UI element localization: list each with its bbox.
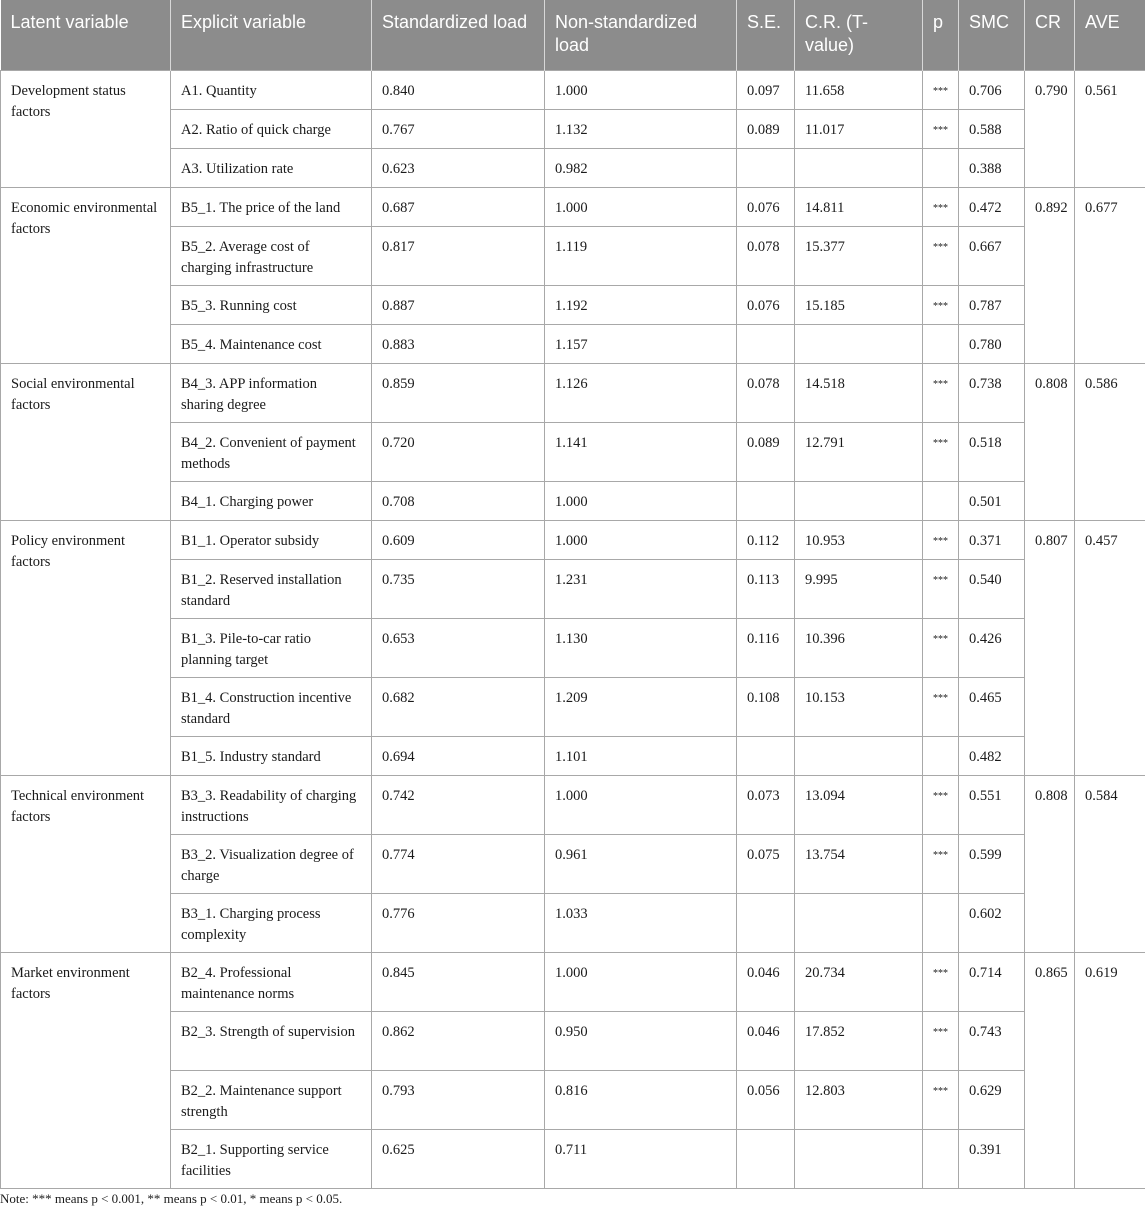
standardized-load-cell: 0.687 <box>372 187 545 226</box>
se-cell <box>737 148 795 187</box>
smc-cell: 0.599 <box>959 834 1025 893</box>
se-cell: 0.089 <box>737 109 795 148</box>
se-cell: 0.046 <box>737 1011 795 1070</box>
se-cell: 0.056 <box>737 1070 795 1129</box>
table-row <box>1 481 1145 520</box>
explicit-variable-cell: B1_2. Reserved installation standard <box>171 559 372 618</box>
non-standardized-load-cell: 1.000 <box>545 775 737 834</box>
table-row <box>1 148 1145 187</box>
explicit-variable-cell: B1_4. Construction incentive standard <box>171 677 372 736</box>
ave-cell: 0.677 <box>1075 187 1145 363</box>
p-value-cell: *** <box>923 109 959 148</box>
table-row <box>1 618 1145 677</box>
se-cell: 0.078 <box>737 363 795 422</box>
se-cell: 0.073 <box>737 775 795 834</box>
non-standardized-load-cell: 0.982 <box>545 148 737 187</box>
non-standardized-load-cell: 1.000 <box>545 520 737 559</box>
p-value-cell <box>923 481 959 520</box>
cr-cell: 0.790 <box>1025 70 1075 187</box>
smc-cell: 0.472 <box>959 187 1025 226</box>
table-row <box>1 952 1145 1011</box>
cr-t-value-cell: 10.153 <box>795 677 923 736</box>
smc-cell: 0.738 <box>959 363 1025 422</box>
cr-t-value-cell: 12.803 <box>795 1070 923 1129</box>
smc-cell: 0.588 <box>959 109 1025 148</box>
p-value-cell: *** <box>923 285 959 324</box>
se-cell: 0.076 <box>737 285 795 324</box>
explicit-variable-cell: B1_3. Pile-to-car ratio planning target <box>171 618 372 677</box>
explicit-variable-cell: B4_3. APP information sharing degree <box>171 363 372 422</box>
explicit-variable-cell: B5_2. Average cost of charging infrastructure <box>171 226 372 285</box>
cr-t-value-cell: 20.734 <box>795 952 923 1011</box>
table-footnote: Note: *** means p < 0.001, ** means p < 0.01, * means p < 0.05. <box>0 1191 343 1206</box>
non-standardized-load-cell: 1.141 <box>545 422 737 481</box>
standardized-load-cell: 0.776 <box>372 893 545 952</box>
non-standardized-load-cell: 0.950 <box>545 1011 737 1070</box>
non-standardized-load-cell: 1.130 <box>545 618 737 677</box>
ave-cell: 0.457 <box>1075 520 1145 775</box>
explicit-variable-cell: B1_1. Operator subsidy <box>171 520 372 559</box>
standardized-load-cell: 0.767 <box>372 109 545 148</box>
p-value-cell <box>923 1129 959 1188</box>
non-standardized-load-cell: 0.816 <box>545 1070 737 1129</box>
table-row <box>1 677 1145 736</box>
p-value-cell: *** <box>923 1070 959 1129</box>
header-se: S.E. <box>737 0 795 70</box>
header-smc: SMC <box>959 0 1025 70</box>
explicit-variable-cell: B4_2. Convenient of payment methods <box>171 422 372 481</box>
non-standardized-load-cell: 1.192 <box>545 285 737 324</box>
table-row <box>1 422 1145 481</box>
explicit-variable-cell: B3_2. Visualization degree of charge <box>171 834 372 893</box>
table-row <box>1 1011 1145 1070</box>
cr-t-value-cell: 11.017 <box>795 109 923 148</box>
standardized-load-cell: 0.859 <box>372 363 545 422</box>
header-standardized-load: Standardized load <box>372 0 545 70</box>
explicit-variable-cell: B5_4. Maintenance cost <box>171 324 372 363</box>
se-cell: 0.112 <box>737 520 795 559</box>
explicit-variable-cell: B5_1. The price of the land <box>171 187 372 226</box>
non-standardized-load-cell: 0.961 <box>545 834 737 893</box>
ave-cell: 0.619 <box>1075 952 1145 1188</box>
table-row <box>1 324 1145 363</box>
se-cell: 0.078 <box>737 226 795 285</box>
explicit-variable-cell: A2. Ratio of quick charge <box>171 109 372 148</box>
smc-cell: 0.780 <box>959 324 1025 363</box>
table-row <box>1 1129 1145 1188</box>
se-cell: 0.097 <box>737 70 795 109</box>
standardized-load-cell: 0.742 <box>372 775 545 834</box>
p-value-cell <box>923 148 959 187</box>
explicit-variable-cell: B3_1. Charging process complexity <box>171 893 372 952</box>
se-cell: 0.076 <box>737 187 795 226</box>
p-value-cell: *** <box>923 618 959 677</box>
p-value-cell: *** <box>923 1011 959 1070</box>
smc-cell: 0.667 <box>959 226 1025 285</box>
header-row <box>1 0 1145 70</box>
explicit-variable-cell: B2_1. Supporting service facilities <box>171 1129 372 1188</box>
se-cell <box>737 481 795 520</box>
se-cell: 0.108 <box>737 677 795 736</box>
ave-cell: 0.586 <box>1075 363 1145 520</box>
smc-cell: 0.743 <box>959 1011 1025 1070</box>
smc-cell: 0.465 <box>959 677 1025 736</box>
p-value-cell: *** <box>923 520 959 559</box>
latent-variable-cell: Economic environmental factors <box>1 187 171 363</box>
cr-cell: 0.807 <box>1025 520 1075 775</box>
se-cell <box>737 1129 795 1188</box>
p-value-cell <box>923 893 959 952</box>
p-value-cell: *** <box>923 677 959 736</box>
standardized-load-cell: 0.840 <box>372 70 545 109</box>
table-row <box>1 187 1145 226</box>
p-value-cell <box>923 324 959 363</box>
cr-t-value-cell: 14.518 <box>795 363 923 422</box>
p-value-cell: *** <box>923 952 959 1011</box>
standardized-load-cell: 0.883 <box>372 324 545 363</box>
header-latent-variable: Latent variable <box>1 0 171 70</box>
non-standardized-load-cell: 1.033 <box>545 893 737 952</box>
table-row <box>1 1070 1145 1129</box>
table-row <box>1 226 1145 285</box>
table-row <box>1 775 1145 834</box>
explicit-variable-cell: B2_3. Strength of supervision <box>171 1011 372 1070</box>
p-value-cell <box>923 736 959 775</box>
standardized-load-cell: 0.694 <box>372 736 545 775</box>
standardized-load-cell: 0.708 <box>372 481 545 520</box>
cr-t-value-cell <box>795 893 923 952</box>
table-row <box>1 70 1145 109</box>
cr-t-value-cell: 13.094 <box>795 775 923 834</box>
standardized-load-cell: 0.793 <box>372 1070 545 1129</box>
table-row <box>1 520 1145 559</box>
se-cell: 0.075 <box>737 834 795 893</box>
latent-variable-cell: Market environment factors <box>1 952 171 1188</box>
p-value-cell: *** <box>923 834 959 893</box>
smc-cell: 0.482 <box>959 736 1025 775</box>
cr-cell: 0.892 <box>1025 187 1075 363</box>
non-standardized-load-cell: 0.711 <box>545 1129 737 1188</box>
standardized-load-cell: 0.845 <box>372 952 545 1011</box>
p-value-cell: *** <box>923 363 959 422</box>
latent-variable-cell: Social environmental factors <box>1 363 171 520</box>
se-cell: 0.046 <box>737 952 795 1011</box>
cr-t-value-cell: 11.658 <box>795 70 923 109</box>
table-row <box>1 285 1145 324</box>
cr-t-value-cell: 17.852 <box>795 1011 923 1070</box>
smc-cell: 0.518 <box>959 422 1025 481</box>
non-standardized-load-cell: 1.000 <box>545 187 737 226</box>
header-p: p <box>923 0 959 70</box>
smc-cell: 0.391 <box>959 1129 1025 1188</box>
p-value-cell: *** <box>923 559 959 618</box>
header-non-standardized-load: Non-standardized load <box>545 0 737 70</box>
standardized-load-cell: 0.609 <box>372 520 545 559</box>
cr-cell: 0.865 <box>1025 952 1075 1188</box>
cr-t-value-cell <box>795 324 923 363</box>
non-standardized-load-cell: 1.101 <box>545 736 737 775</box>
se-cell <box>737 893 795 952</box>
cr-t-value-cell <box>795 1129 923 1188</box>
p-value-cell: *** <box>923 775 959 834</box>
smc-cell: 0.388 <box>959 148 1025 187</box>
ave-cell: 0.561 <box>1075 70 1145 187</box>
smc-cell: 0.787 <box>959 285 1025 324</box>
standardized-load-cell: 0.625 <box>372 1129 545 1188</box>
header-explicit-variable: Explicit variable <box>171 0 372 70</box>
explicit-variable-cell: B3_3. Readability of charging instructions <box>171 775 372 834</box>
standardized-load-cell: 0.653 <box>372 618 545 677</box>
p-value-cell: *** <box>923 70 959 109</box>
table-row <box>1 363 1145 422</box>
cr-t-value-cell: 13.754 <box>795 834 923 893</box>
cr-t-value-cell: 9.995 <box>795 559 923 618</box>
p-value-cell: *** <box>923 187 959 226</box>
non-standardized-load-cell: 1.132 <box>545 109 737 148</box>
cr-t-value-cell: 10.953 <box>795 520 923 559</box>
smc-cell: 0.629 <box>959 1070 1025 1129</box>
se-cell: 0.113 <box>737 559 795 618</box>
non-standardized-load-cell: 1.000 <box>545 952 737 1011</box>
non-standardized-load-cell: 1.231 <box>545 559 737 618</box>
smc-cell: 0.501 <box>959 481 1025 520</box>
smc-cell: 0.706 <box>959 70 1025 109</box>
p-value-cell: *** <box>923 422 959 481</box>
p-value-cell: *** <box>923 226 959 285</box>
standardized-load-cell: 0.682 <box>372 677 545 736</box>
se-cell <box>737 736 795 775</box>
explicit-variable-cell: A3. Utilization rate <box>171 148 372 187</box>
table-row <box>1 893 1145 952</box>
cr-t-value-cell <box>795 736 923 775</box>
smc-cell: 0.602 <box>959 893 1025 952</box>
smc-cell: 0.371 <box>959 520 1025 559</box>
standardized-load-cell: 0.623 <box>372 148 545 187</box>
cr-t-value-cell: 15.377 <box>795 226 923 285</box>
se-cell: 0.089 <box>737 422 795 481</box>
standardized-load-cell: 0.735 <box>372 559 545 618</box>
ave-cell: 0.584 <box>1075 775 1145 952</box>
cr-t-value-cell <box>795 148 923 187</box>
explicit-variable-cell: B4_1. Charging power <box>171 481 372 520</box>
latent-variable-cell: Development status factors <box>1 70 171 187</box>
table-row <box>1 834 1145 893</box>
smc-cell: 0.714 <box>959 952 1025 1011</box>
header-ave: AVE <box>1075 0 1145 70</box>
table-row <box>1 109 1145 148</box>
cr-t-value-cell: 12.791 <box>795 422 923 481</box>
cr-t-value-cell: 14.811 <box>795 187 923 226</box>
table-row <box>1 736 1145 775</box>
non-standardized-load-cell: 1.119 <box>545 226 737 285</box>
non-standardized-load-cell: 1.126 <box>545 363 737 422</box>
smc-cell: 0.426 <box>959 618 1025 677</box>
cr-t-value-cell: 15.185 <box>795 285 923 324</box>
cr-cell: 0.808 <box>1025 775 1075 952</box>
non-standardized-load-cell: 1.000 <box>545 70 737 109</box>
non-standardized-load-cell: 1.209 <box>545 677 737 736</box>
explicit-variable-cell: B1_5. Industry standard <box>171 736 372 775</box>
standardized-load-cell: 0.817 <box>372 226 545 285</box>
se-cell: 0.116 <box>737 618 795 677</box>
standardized-load-cell: 0.887 <box>372 285 545 324</box>
latent-variable-cell: Policy environment factors <box>1 520 171 775</box>
standardized-load-cell: 0.720 <box>372 422 545 481</box>
cr-cell: 0.808 <box>1025 363 1075 520</box>
header-cr-t-value: C.R. (T-value) <box>795 0 923 70</box>
table-row <box>1 559 1145 618</box>
explicit-variable-cell: B2_4. Professional maintenance norms <box>171 952 372 1011</box>
header-cr: CR <box>1025 0 1075 70</box>
non-standardized-load-cell: 1.000 <box>545 481 737 520</box>
explicit-variable-cell: B5_3. Running cost <box>171 285 372 324</box>
latent-variable-cell: Technical environment factors <box>1 775 171 952</box>
explicit-variable-cell: A1. Quantity <box>171 70 372 109</box>
cr-t-value-cell: 10.396 <box>795 618 923 677</box>
cr-t-value-cell <box>795 481 923 520</box>
smc-cell: 0.551 <box>959 775 1025 834</box>
se-cell <box>737 324 795 363</box>
smc-cell: 0.540 <box>959 559 1025 618</box>
explicit-variable-cell: B2_2. Maintenance support strength <box>171 1070 372 1129</box>
standardized-load-cell: 0.862 <box>372 1011 545 1070</box>
non-standardized-load-cell: 1.157 <box>545 324 737 363</box>
standardized-load-cell: 0.774 <box>372 834 545 893</box>
